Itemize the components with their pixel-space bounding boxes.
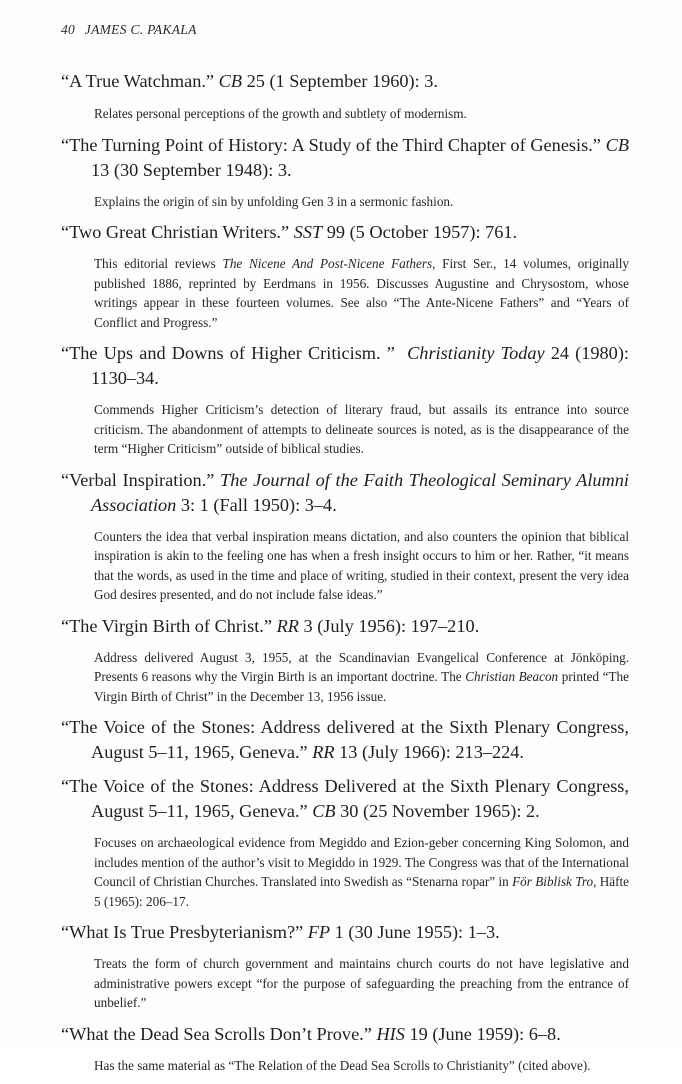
entry-title: “Two Great Christian Writers.”: [61, 222, 290, 242]
entry-source: FP: [307, 922, 331, 942]
entry-source: The Journal of the Faith Theological Seminary Alumni Association: [91, 469, 629, 515]
entry-citation: [61, 341, 629, 391]
entry-title: “What the Dead Sea Scrolls Don’t Prove.”: [61, 1023, 372, 1044]
entry-annotation: Counters the idea that verbal inspiration means dictation, and also counters the opinion that biblical inspiration is akin to the feeling one has when a fresh insight occurs to him or her. Rather, “it means that the words, as used in the time and place of writing, studied in their context, present the very idea God desires presented, and do not include false ideas.”: [94, 528, 629, 602]
entry-source: CB: [312, 801, 336, 821]
entry-annotation: Relates personal perceptions of the growth and subtlety of modernism.: [94, 106, 467, 121]
entry-source: RR: [312, 742, 335, 762]
entry-details: 1 (30 June 1955): 1–3.: [330, 922, 500, 942]
entry-details: 13 (30 September 1948): 3.: [91, 159, 292, 180]
bibliography-entry: [61, 69, 629, 124]
bibliography-list: [61, 69, 629, 1084]
annotation-text: Focuses on archaeological evidence from Megiddo and Ezion-geber concerning King Solomon, and includes mention of the author’s visit to Megiddo in 1929. The Congress was that of the International Council of Christian Churches. Translated into Swedish as “Stenarna ropar” in: [94, 835, 629, 889]
entry-citation: [61, 69, 629, 94]
annotation-italic-title: För Biblisk Tro: [512, 874, 594, 889]
bibliography-entry: [61, 715, 629, 765]
bibliography-entry: [61, 220, 629, 332]
entry-title: “The Virgin Birth of Christ.”: [61, 615, 272, 636]
annotation-italic-title: The Nicene And Post-Nicene Fathers: [222, 256, 433, 271]
bibliography-entry: [61, 341, 629, 459]
entry-annotation: [94, 648, 629, 707]
bibliography-entry: [61, 468, 629, 605]
entry-source: CB: [218, 71, 243, 91]
entry-annotation: [94, 254, 629, 332]
entry-citation: [61, 774, 629, 824]
page-number: 40: [61, 22, 76, 37]
entry-details: 3: 1 (Fall 1950): 3–4.: [176, 494, 337, 515]
entry-details: 25 (1 September 1960): 3.: [242, 71, 438, 91]
annotation-italic-title: Christian Beacon: [465, 669, 559, 684]
running-head: [61, 22, 197, 38]
entry-title: “A True Watchman.”: [61, 71, 215, 91]
entry-citation: [61, 220, 629, 245]
entry-source: HIS: [376, 1023, 405, 1044]
entry-title: “The Turning Point of History: A Study of the Third Chapter of Genesis.”: [61, 134, 601, 155]
entry-annotation: Treats the form of church government and maintains church courts do not have legislative and administrative powers except “for the purpose of safeguarding the preaching from the entrance of unbelief.”: [94, 956, 629, 1010]
entry-details: 30 (25 November 1965): 2.: [335, 801, 540, 821]
annotation-text: , Häfte 5 (1965): 206–17.: [94, 874, 629, 909]
entry-title: “The Ups and Downs of Higher Criticism. ”: [61, 343, 395, 363]
entry-citation: [61, 614, 629, 639]
bibliography-entry: [61, 614, 629, 707]
entry-title: “The Voice of the Stones: Address Delivered at the Sixth Plenary Congress, August 5–11, 1965, Geneva.”: [61, 776, 629, 821]
annotation-text: printed “The Virgin Birth of Christ” in the December 13, 1956 issue.: [94, 669, 629, 704]
entry-title: “The Voice of the Stones: Address delivered at the Sixth Plenary Congress, August 5–11, 1965, Geneva.”: [61, 717, 629, 762]
entry-citation: [61, 715, 629, 765]
entry-citation: [61, 468, 629, 518]
bibliography-entry: [61, 1022, 629, 1076]
bibliography-entry: [61, 133, 629, 212]
entry-title: “What Is True Presbyterianism?”: [61, 922, 304, 942]
entry-details: 13 (July 1966): 213–224.: [334, 742, 524, 762]
entry-source: CB: [605, 134, 629, 155]
entry-source: RR: [276, 615, 299, 636]
annotation-text: This editorial reviews: [94, 256, 223, 271]
annotation-text: , First Ser., 14 volumes, originally published 1886, reprinted by Eerdmans in 1956. Discusses Augustine and Chrysostom, whose writings appear in these fourteen volumes. See also “The Ante-Nicene Fathers” and “Years of Conflict and Progress.”: [94, 256, 629, 330]
entry-source: Christianity Today: [407, 343, 545, 363]
entry-annotation: Has the same material as “The Relation of the Dead Sea Scrolls to Christianity” (cited above).: [94, 1057, 591, 1073]
running-head-author: JAMES C. PAKALA: [84, 22, 197, 37]
entry-citation: [61, 133, 629, 183]
entry-details: 24 (1980): 1130–34.: [91, 343, 629, 388]
entry-annotation: Explains the origin of sin by unfolding Gen 3 in a sermonic fashion.: [94, 193, 454, 209]
bibliography-entry: [61, 920, 629, 1013]
annotation-text: Address delivered August 3, 1955, at the Scandinavian Evangelical Conference at Jönköping. Presents 6 reasons why the Virgin Birth is an important doctrine. The: [94, 649, 629, 684]
entry-source: SST: [293, 222, 323, 242]
entry-title: “Verbal Inspiration.”: [61, 469, 215, 490]
bibliography-entry: [61, 774, 629, 911]
entry-details: 19 (June 1959): 6–8.: [404, 1023, 561, 1044]
entry-annotation: Commends Higher Criticism’s detection of literary fraud, but assails its entrance into source criticism. The abandonment of attempts to delineate sources is noted, as is the disappearance of the term “Higher Criticism” outside of biblical studies.: [94, 402, 629, 456]
entry-details: 99 (5 October 1957): 761.: [322, 222, 518, 242]
entry-citation: [61, 920, 629, 945]
entry-annotation: [94, 833, 629, 911]
entry-details: 3 (July 1956): 197–210.: [298, 615, 480, 636]
entry-citation: [61, 1022, 629, 1047]
